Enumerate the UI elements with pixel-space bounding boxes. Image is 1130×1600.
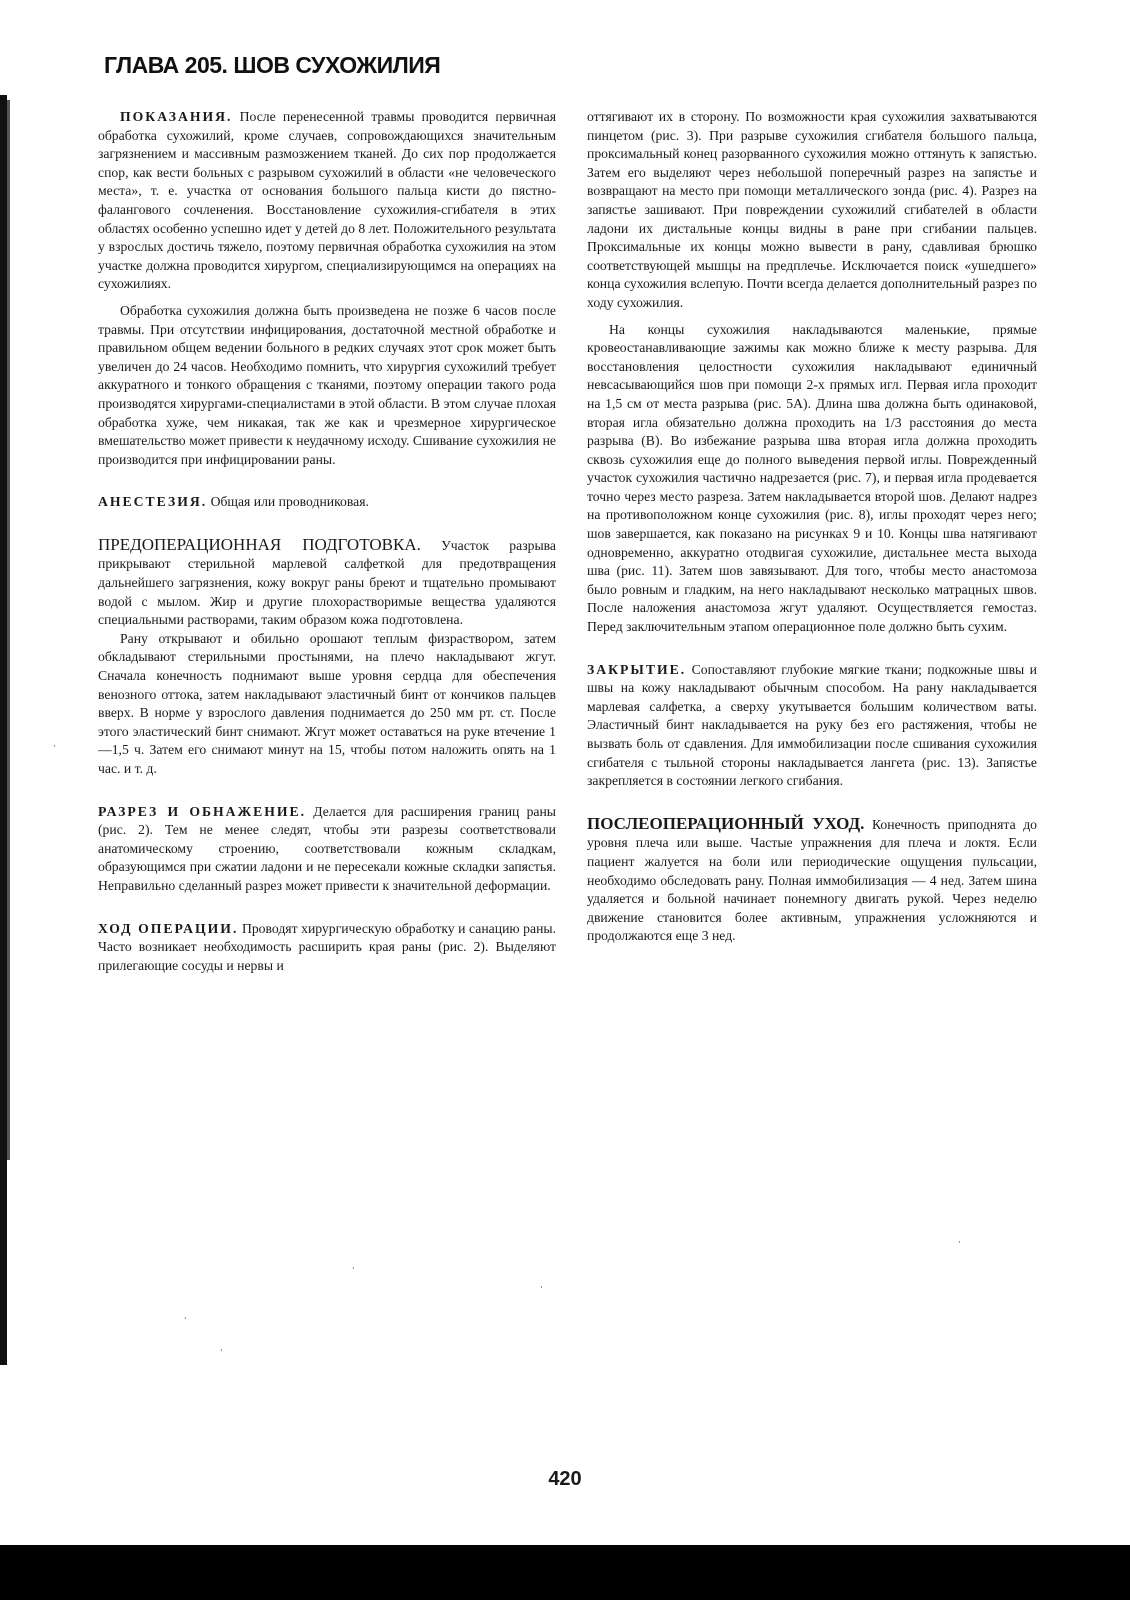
operation-heading: ХОД ОПЕРАЦИИ. [98,920,239,936]
postop-heading: ПОСЛЕОПЕРАЦИОННЫЙ УХОД. [587,813,865,833]
left-column [98,108,556,975]
preop-paragraph [98,536,556,630]
incision-heading: РАЗРЕЗ И ОБНАЖЕНИЕ. [98,803,307,819]
scan-edge-shadow [7,100,10,1160]
preop-heading: ПРЕДОПЕРАЦИОННАЯ ПОДГОТОВКА. [98,534,421,554]
scan-speck: · [958,1238,961,1248]
scan-speck: · [53,742,56,752]
operation-continued: оттягивают их в сторону. По возможности края сухожилия захватываются пинцетом (рис. 3). При разрыве сухожилия сгибателя большого пальца, проксимальный конец разорванного сухожилия можно оттянуть к запястью. Затем его выделяют через небольшой поперечный разрез на запястье и возвращают на место при помощи металлического зонда (рис. 4). Разрез на запястье зашивают. При повреждении сухожилий сгибателей в области ладони их дистальные концы видны в ране при сгибании пальцев. Проксимальные их концы можно вывести в рану, сдавливая брюшко соответствующей мышцы на предплечье. Исключается поиск «ушедшего» конца сухожилия вслепую. Почти всегда делается дополнительный разрез по ходу сухожилия. [587,109,1037,310]
scan-edge [0,95,7,1365]
scan-speck: · [352,1264,355,1274]
closure-heading: ЗАКРЫТИЕ. [587,661,687,677]
indications-paragraph-2: Обработка сухожилия должна быть произведена не позже 6 часов после травмы. При отсутствии инфицирования, достаточной местной обработке и правильном общем ведении больного в редких случаях этот срок может быть увеличен до 24 часов. Необходимо помнить, что хирургия сухожилий требует аккуратного и тонкого обращения с тканями, поэтому операции такого рода производятся хирургами-специалистами в этой области. В этом случае плохая обработка хуже, чем никакая, так же как и чрезмерное хирургическое вмешательство может привести к неудачному исходу. Сшивание сухожилия не производится при инфицировании раны. [98,302,556,467]
postop-paragraph [587,815,1037,946]
preop-paragraph-2: Рану открывают и обильно орошают теплым физраствором, затем обкладывают стерильными простынями, на плечо накладывают жгут. Сначала конечность поднимают выше уровня сердца для обеспечения венозного оттока, затем накладывают эластичный бинт от кончиков пальцев вверх. В норме у взрослого давления поднимается до 250 мм рт. ст. После этого эластический бинт снимают. Жгут может оставаться на руке втечение 1—1,5 ч. Затем его снимают минут на 15, чтобы потом наложить опять на 1 час. и т. д. [98,630,556,776]
indications-heading: ПОКАЗАНИЯ. [120,109,233,124]
preop-text: Участок разрыва прикрывают стерильной марлевой салфеткой для предотвращения дальнейшего загрязнения, кожу вокруг раны бреют и тщательно промывают водой с мылом. Жир и другие плохорастворимые вещества удаляются специальными растворами, таким образом кожа подготовлена. [98,537,556,628]
scan-speck: · [184,1314,187,1324]
anesthesia-heading: АНЕСТЕЗИЯ. [98,494,208,510]
anesthesia-paragraph [98,493,556,512]
operation-paragraph [98,920,556,976]
closure-paragraph [587,661,1037,791]
page-number: 420 [548,1468,582,1490]
scan-bottom-bar [0,1545,1130,1600]
incision-text: Делается для расширения границ раны (рис. 2). Тем не менее следят, чтобы эти разрезы соответствовали анатомическому строению, соответствовали кожным складкам, образующимся при сжатии ладони и не пересекали кожные складки запястья. Неправильно сделанный разрез может привести к значительной деформации. [98,803,557,893]
operation-text: Проводят хирургическую обработку и санацию раны. Часто возникает необходимость расширить края раны (рис. 2). Выделяют прилегающие сосуды и нервы и [98,920,557,973]
scan-speck: · [540,1283,543,1293]
postop-text: Конечность приподнята до уровня плеча или выше. Частые упражнения для плеча и локтя. Если пациент жалуется на боли или периодические ощущения пульсации, необходимо обследовать рану. Полная иммобилизация — 4 нед. Затем шина удаляется и больной начинает понемногу двигать рукой. Через неделю движение становится более активным, упражнения усложняются и продолжаются еще 3 нед. [587,816,1038,944]
incision-paragraph [98,803,556,896]
indications-paragraph [98,108,556,294]
scan-speck: · [220,1346,223,1356]
indications-text: После перенесенной травмы проводится первичная обработка сухожилий, кроме случаев, сопровождающихся значительным загрязнением и массивным размозжением тканей. До сих пор продолжается спор, как вести больных с разрывом сухожилий в области «не человеческого места», т. е. участка от основания большого пальца кисти до пястно-фалангового сочленения. Восстановление сухожилия-сгибателя в этих областях особенно успешно идет у детей до 8 лет. Положительного результата у взрослых достичь тяжело, поэтому первичная обработка сухожилия на этом участке должна проводится хирургом, специализирующимся на операциях на сухожилиях. [98,109,556,292]
operation-paragraph-2: На концы сухожилия накладываются маленькие, прямые кровеостанавливающие зажимы как можно ближе к месту разрыва. Для восстановления целостности сухожилия накладывают единичный невсасывающийся шов при помощи 2-х прямых игл. Первая игла проходит на 1,5 см от места разрыва (рис. 5А). Длина шва должна быть одинаковой, вторая игла обязательно должна проходить на 1/3 расстояния до места разрыва (В). Во избежание разрыва шва вторая игла должна проходить сквозь сухожилия еще до полного выведения первой иглы. Поврежденный участок сухожилия частично надрезается (рис. 7), и первая игла продевается точно через место разреза. Затем накладывается второй шов. Делают надрез на противоположном конце сухожилия (рис. 8), иглы проходят через него; шов завершается, как показано на рисунках 9 и 10. Концы шва натягивают одновременно, аккуратно отодвигая сухожилие, дистальнее места выхода шва (рис. 11). Затем шов завязывают. Для того, чтобы место анастомоза было ровным и гладким, на него накладывают несколько матрацных швов. После наложения анастомоза жгут удаляют. Осуществляется гемостаз. Перед заключительным этапом операционное поле должно быть сухим. [587,321,1037,635]
closure-text: Сопоставляют глубокие мягкие ткани; подкожные швы и швы на кожу накладывают обычным способом. На рану накладывается марлевая салфетка, а сверху укутывается большим количеством ваты. Эластичный бинт накладывается на руку без его растяжения, чтобы не вызвать боль от сдавления. Для иммобилизации после сшивания сухожилия сгибателя с тыльной стороны накладывается лангета (рис. 13). Запястье закрепляется в состоянии легкого сгибания. [587,661,1037,789]
right-column [587,108,1037,946]
chapter-title: ГЛАВА 205. ШОВ СУХОЖИЛИЯ [104,52,441,78]
anesthesia-text: Общая или проводниковая. [210,494,369,510]
